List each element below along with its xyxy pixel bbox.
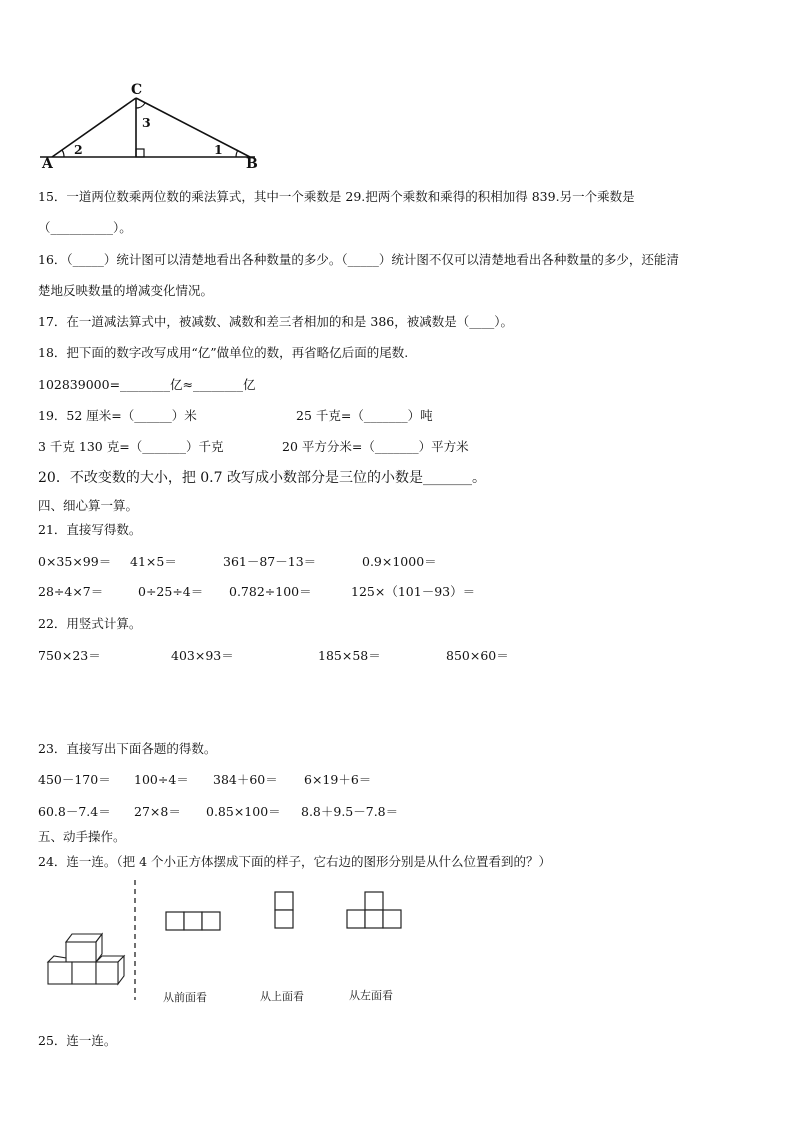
vertex-c-label: C bbox=[131, 82, 143, 98]
vertex-b-label: B bbox=[246, 156, 258, 172]
question-24-title: 24．连一连。（把 4 个小正方体摆成下面的样子，它右边的图形分别是从什么位置看到的？） bbox=[38, 854, 552, 869]
q21-item: 0.782÷100＝ bbox=[229, 584, 312, 599]
view-left-label: 从左面看 bbox=[349, 989, 393, 1002]
view-front-label: 从前面看 bbox=[163, 991, 207, 1004]
question-20: 20．不改变数的大小，把 0.7 改写成小数部分是三位的小数是_______。 bbox=[38, 470, 486, 486]
angle-1-label: 1 bbox=[214, 142, 223, 157]
q21-item: 0×35×99＝ bbox=[38, 554, 112, 569]
q21-item: 125×（101－93）＝ bbox=[351, 584, 476, 599]
question-23-title: 23．直接写出下面各题的得数。 bbox=[38, 741, 217, 756]
section-4-title: 四、细心算一算。 bbox=[38, 498, 139, 513]
question-17: 17．在一道减法算式中，被减数、减数和差三者相加的和是 386，被减数是（____）。 bbox=[38, 314, 513, 329]
question-16-line2: 楚地反映数量的增减变化情况。 bbox=[38, 283, 214, 298]
vertex-a-label: A bbox=[42, 156, 53, 172]
angle-3-label: 3 bbox=[142, 115, 151, 130]
dashed-divider bbox=[130, 880, 140, 1000]
question-19-c: 3 千克 130 克=（_______）千克 bbox=[38, 439, 224, 454]
q22-item: 185×58＝ bbox=[318, 648, 381, 663]
cube-stack-figure bbox=[40, 928, 130, 994]
q23-item: 0.85×100＝ bbox=[206, 804, 281, 819]
view-front-shape bbox=[165, 911, 225, 933]
q23-item: 384＋60＝ bbox=[213, 772, 278, 787]
q22-item: 850×60＝ bbox=[446, 648, 509, 663]
q23-item: 6×19＋6＝ bbox=[304, 772, 372, 787]
angle-2-label: 2 bbox=[74, 142, 83, 157]
q22-item: 403×93＝ bbox=[171, 648, 234, 663]
q23-item: 100÷4＝ bbox=[134, 772, 189, 787]
q23-item: 450－170＝ bbox=[38, 772, 111, 787]
view-top-shape bbox=[274, 891, 298, 933]
question-25-title: 25．连一连。 bbox=[38, 1033, 117, 1048]
question-18: 18．把下面的数字改写成用“亿”做单位的数，再省略亿后面的尾数. bbox=[38, 345, 409, 360]
question-19-a: 19．52 厘米=（______）米 bbox=[38, 408, 197, 423]
q21-item: 0÷25÷4＝ bbox=[138, 584, 204, 599]
section-5-title: 五、动手操作。 bbox=[38, 829, 126, 844]
q21-item: 41×5＝ bbox=[130, 554, 177, 569]
view-top-label: 从上面看 bbox=[260, 990, 304, 1003]
question-16-line1: 16．（_____）统计图可以清楚地看出各种数量的多少。（_____）统计图不仅可以清楚地看出各种数量的多少，还能清 bbox=[38, 252, 679, 267]
question-21-title: 21．直接写得数。 bbox=[38, 522, 142, 537]
question-15-line2: （__________）。 bbox=[38, 220, 132, 235]
triangle-figure bbox=[0, 0, 794, 180]
q23-item: 60.8－7.4＝ bbox=[38, 804, 111, 819]
question-19-b: 25 千克=（_______）吨 bbox=[296, 408, 433, 423]
view-left-shape bbox=[346, 891, 406, 933]
question-19-d: 20 平方分米=（_______）平方米 bbox=[282, 439, 469, 454]
question-18-answer: 102839000=________亿≈________亿 bbox=[38, 377, 256, 392]
question-15-line1: 15．一道两位数乘两位数的乘法算式，其中一个乘数是 29.把两个乘数和乘得的积相加得 839.另一个乘数是 bbox=[38, 189, 635, 204]
question-22-title: 22．用竖式计算。 bbox=[38, 616, 142, 631]
q23-item: 27×8＝ bbox=[134, 804, 181, 819]
q21-item: 28÷4×7＝ bbox=[38, 584, 104, 599]
q21-item: 361－87－13＝ bbox=[223, 554, 317, 569]
q23-item: 8.8＋9.5－7.8＝ bbox=[301, 804, 399, 819]
q21-item: 0.9×1000＝ bbox=[362, 554, 437, 569]
q22-item: 750×23＝ bbox=[38, 648, 101, 663]
